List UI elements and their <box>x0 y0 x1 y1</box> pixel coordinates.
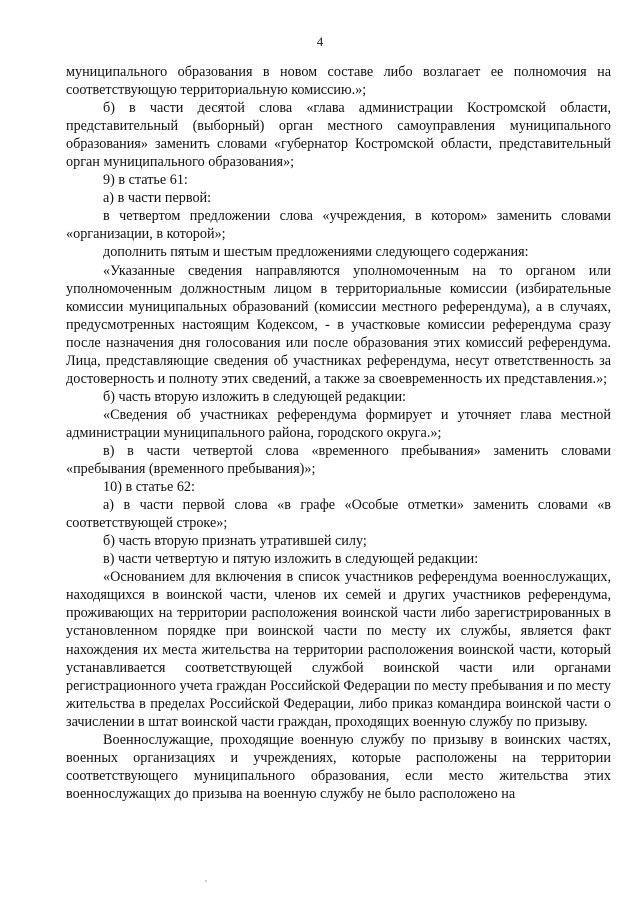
paragraph-quoted-info-sent: «Указанные сведения направляются уполномоченным на то органом или уполномоченным должностным лицом в территориальные комиссии (избирательные комиссии муниципальных образований (комиссии местного референдума), а в случаях, предусмотренных настоящим Кодексом, - в участковые комиссии референдума сразу после назначения дня голосования или после образования этих комиссий референдума. Лица, представляющие сведения об участниках референдума, несут ответственность за достоверность и полноту этих сведений, а также за своевременность их представления.»; <box>66 262 611 387</box>
paragraph-add-sentences: дополнить пятым и шестым предложениями следующего содержания: <box>103 244 529 261</box>
paragraph-item-a-special-marks: а) в части первой слова «в графе «Особые отметки» заменить словами «в соответствующей строке»; <box>66 497 611 532</box>
paragraph-item-9-article-61: 9) в статье 61: <box>103 172 188 189</box>
paragraph-item-b-part-ten: б) в части десятой слова «глава администрации Костромской области, представительный (выборный) орган местного самоуправления муниципального образования» заменить словами «губернатор Костромской области, представительный орган муниципального образования»; <box>66 100 611 171</box>
paragraph-quoted-military: «Основанием для включения в список участников референдума военнослужащих, находящихся в воинской части, членов их семей и других участников референдума, проживающих на территории расположения воинской части либо зарегистрированных в установленном порядке при воинской части по месту их службы, является факт нахождения их места жительства на территории расположения воинской части, который устанавливается соответствующей службой воинской части или органами регистрационного учета граждан Российской Федерации по месту пребывания и по месту жительства в пределах Российской Федерации, либо приказ командира воинской части о зачислении в штат воинской части граждан, проходящих военную службу по призыву. <box>66 569 611 730</box>
document-body <box>66 63 611 803</box>
scan-speck <box>205 880 207 882</box>
paragraph-item-v-parts-four-five: в) части четвертую и пятую изложить в следующей редакции: <box>103 551 479 568</box>
paragraph-continuation: муниципального образования в новом составе либо возлагает ее полномочия на соответствующую территориальную комиссию.»; <box>66 64 611 99</box>
page-number: 4 <box>316 34 324 49</box>
paragraph-fourth-sentence: в четвертом предложении слова «учреждения, в котором» заменить словами «организации, в которой»; <box>66 208 611 243</box>
paragraph-item-b-repeal: б) часть вторую признать утратившей силу; <box>103 533 367 550</box>
paragraph-quoted-info-formed: «Сведения об участниках референдума формирует и уточняет глава местной администрации муниципального района, городского округа.»; <box>66 406 611 441</box>
paragraph-item-a-part-one: а) в части первой: <box>103 190 212 207</box>
paragraph-item-10-article-62: 10) в статье 62: <box>103 479 195 496</box>
paragraph-item-v-part-four: в) в части четвертой слова «временного пребывания» заменить словами «пребывания (временного пребывания)»; <box>66 442 611 478</box>
paragraph-conscripts: Военнослужащие, проходящие военную службу по призыву в воинских частях, военных организациях и учреждениях, которые расположены на территории соответствующего муниципального образования, если место жительства этих военнослужащих до призыва на военную службу не было расположено на <box>66 731 611 802</box>
paragraph-item-b-part-two: б) часть вторую изложить в следующей редакции: <box>103 388 407 405</box>
